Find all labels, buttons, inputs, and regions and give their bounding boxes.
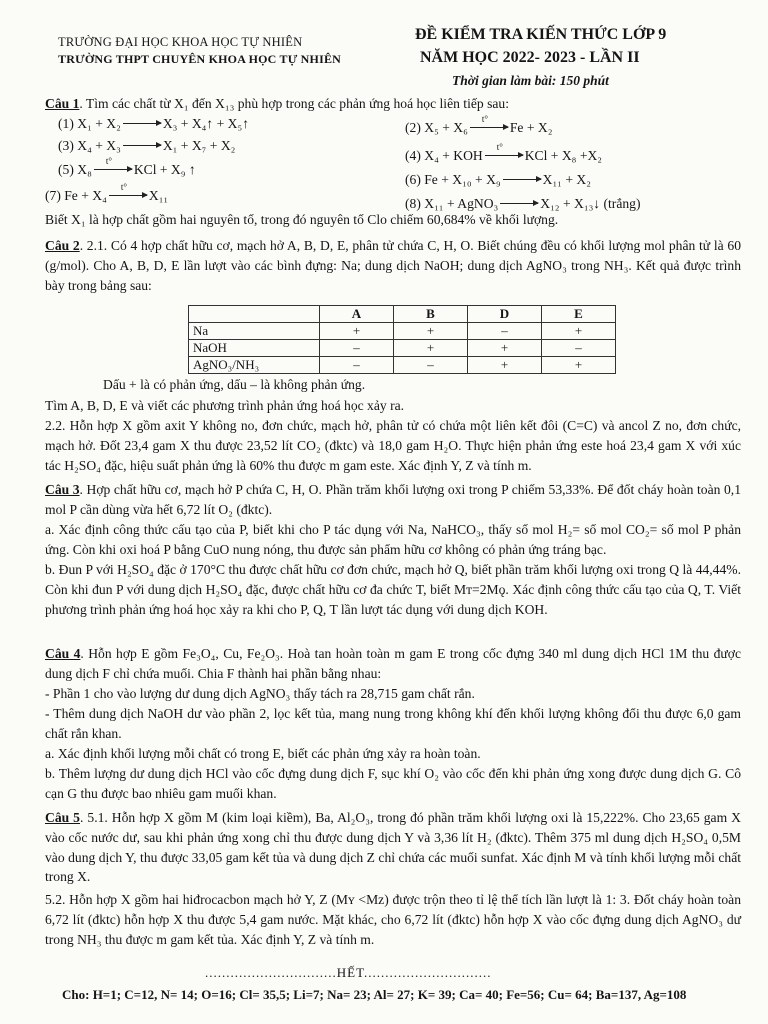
reaction-4-right: KCl + X₈ +X₂ bbox=[524, 148, 603, 163]
table-row bbox=[189, 340, 616, 357]
table-row bbox=[189, 323, 616, 340]
reaction-arrow bbox=[109, 182, 147, 196]
reaction-8-right: X₁₂ + X₁₃↓ (trắng) bbox=[540, 196, 641, 211]
question-2-part-2: 2.2. Hỗn hợp X gồm axit Y không no, đơn chức, mạch hở, phân tử có chứa một liên kết đôi (C=C) và ancol Z no, đơn chức, mạch hở. Đốt 23,4 gam X thu được 23,52 lít CO₂ (đktc) và 18,0 gam H₂O. Thực hiện phản ứng este hoá 23,4 gam X với xúc tác H₂SO₄ đặc, hiệu suất phản ứng là 60% thu được m gam este. Xác định Y, Z và tính m. bbox=[45, 418, 741, 473]
school-year: NĂM HỌC 2022- 2023 - LẦN II bbox=[420, 49, 640, 66]
table-cell: + bbox=[320, 323, 394, 340]
reaction-7-right: X₁₁ bbox=[148, 188, 169, 203]
table-corner-cell bbox=[189, 306, 320, 323]
question-3-intro bbox=[45, 480, 741, 520]
table-cell: + bbox=[394, 323, 468, 340]
reaction-3-right: X₁ + X₇ + X₂ bbox=[162, 138, 236, 153]
table-cell: – bbox=[468, 323, 542, 340]
question-4-label: Câu 4 bbox=[45, 646, 81, 661]
question-5-text: . 5.1. Hỗn hợp X gồm M (kim loại kiềm), Ba, Al₂O₃, trong đó phần trăm khối lượng oxi là 15,222%. Cho 23,65 gam X vào cốc nước dư, sau khi phản ứng xong chỉ thu được dung dịch Y và 3,36 lít H₂ (đktc). Thêm 375 ml dung dịch H₂SO₄ 0,5M vào dung dịch Y, thu được 33,05 gam kết tủa và dung dịch Z chỉ chứa các muối sunfat. Xác định M và tính khối lượng mỗi chất trong X. bbox=[45, 810, 741, 885]
question-4-intro bbox=[45, 644, 741, 684]
reaction-8-left: (8) X₁₁ + AgNO₃ bbox=[405, 196, 499, 211]
reaction-6-left: (6) Fe + X₁₀ + X₉ bbox=[405, 172, 501, 187]
reaction-2-right: Fe + X₂ bbox=[509, 120, 553, 135]
reaction-condition: t° bbox=[120, 182, 127, 192]
reaction-arrow bbox=[503, 179, 541, 180]
reaction-5-left: (5) X₈ bbox=[58, 162, 92, 177]
question-5-part-1 bbox=[45, 808, 741, 887]
reaction-arrow bbox=[123, 123, 161, 124]
reaction-condition: t° bbox=[496, 142, 503, 152]
question-1-label: Câu 1 bbox=[45, 96, 80, 111]
reaction-6-right: X₁₁ + X₂ bbox=[542, 172, 591, 187]
question-4-part-1: - Phần 1 cho vào lượng dư dung dịch AgNO₃ thấy tách ra 28,715 gam chất rắn. bbox=[45, 686, 475, 701]
question-4-part-a: a. Xác định khối lượng mỗi chất có trong E, biết các phản ứng xảy ra hoàn toàn. bbox=[45, 746, 481, 761]
question-3-part-b: b. Đun P với H₂SO₄ đặc ở 170°C thu được chất hữu cơ đơn chức, mạch hở Q, biết phần trăm khối lượng oxi trong Q là 44,44%. Còn khi đun P với dung dịch H₂SO₄ đặc, được chất hữu cơ đa chức T, biết Mᴛ=2Mǫ. Xác định công thức cấu tạo của Q, T. Viết phương trình phản ứng hoá học xảy ra khi cho P, Q, T lần lượt tác dụng với dung dịch KOH. bbox=[45, 562, 741, 617]
school-name-highschool: TRƯỜNG THPT CHUYÊN KHOA HỌC TỰ NHIÊN bbox=[58, 52, 342, 66]
table-cell: – bbox=[320, 340, 394, 357]
question-4-part-2: - Thêm dung dịch NaOH dư vào phần 2, lọc kết tủa, mang nung trong không khí đến khối lượng không đổi thu được 6,0 gam chất rắn khan. bbox=[45, 706, 741, 741]
reaction-arrow bbox=[500, 203, 538, 204]
table-cell: + bbox=[468, 340, 542, 357]
table-header-d: D bbox=[468, 306, 542, 323]
reaction-arrow bbox=[470, 114, 508, 128]
table-cell: + bbox=[542, 323, 616, 340]
question-2-task: Tìm A, B, D, E và viết các phương trình phản ứng hoá học xảy ra. bbox=[45, 398, 405, 413]
question-4-part-b: b. Thêm lượng dư dung dịch HCl vào cốc đựng dung dịch F, sục khí O₂ vào cốc đến khi phản ứng xong được dung dịch G. Cô cạn G thu được bao nhiêu gam muối khan. bbox=[45, 766, 741, 801]
reaction-5-right: KCl + X₉ ↑ bbox=[133, 162, 196, 177]
reaction-5 bbox=[58, 156, 196, 178]
table-header-a: A bbox=[320, 306, 394, 323]
table-cell: – bbox=[320, 357, 394, 374]
question-5-label: Câu 5 bbox=[45, 810, 80, 825]
reaction-6 bbox=[405, 172, 591, 188]
reaction-1 bbox=[58, 116, 249, 132]
row-label: AgNO₃/NH₃ bbox=[189, 357, 320, 374]
atomic-masses-footer: Cho: H=1; C=12, N= 14; O=16; Cl= 35,5; Li=7; Na= 23; Al= 27; K= 39; Ca= 40; Fe=56; Cu= 64; Ba=137, Ag=108 bbox=[62, 987, 687, 1002]
table-cell: – bbox=[542, 340, 616, 357]
table-legend: Dấu + là có phản ứng, dấu – là không phản ứng. bbox=[103, 377, 366, 392]
reaction-3 bbox=[58, 138, 235, 154]
reaction-7-left: (7) Fe + X₄ bbox=[45, 188, 107, 203]
question-1-prompt bbox=[45, 94, 741, 114]
table-cell: + bbox=[394, 340, 468, 357]
row-label: NaOH bbox=[189, 340, 320, 357]
question-1-text: . Tìm các chất từ X₁ đến X₁₃ phù hợp trong các phản ứng hoá học liên tiếp sau: bbox=[79, 96, 509, 111]
reaction-arrow bbox=[485, 142, 523, 156]
question-4-text: . Hỗn hợp E gồm Fe₃O₄, Cu, Fe₂O₃. Hoà tan hoàn toàn m gam E trong cốc đựng 340 ml dung dịch HCl 1M thu được dung dịch F chỉ chứa muối. Chia F thành hai phần bằng nhau: bbox=[45, 646, 741, 681]
school-name-university: TRƯỜNG ĐẠI HỌC KHOA HỌC TỰ NHIÊN bbox=[58, 35, 303, 49]
reaction-arrow bbox=[123, 145, 161, 146]
question-3-text: . Hợp chất hữu cơ, mạch hở P chứa C, H, O. Phần trăm khối lượng oxi trong P chiếm 53,33%. Để đốt cháy hoàn toàn 0,1 mol P cần dùng vừa hết 6,72 lít O₂ (đktc). bbox=[45, 482, 741, 517]
reaction-condition: t° bbox=[105, 156, 112, 166]
reaction-result-table bbox=[188, 305, 616, 374]
reaction-condition: t° bbox=[481, 114, 488, 124]
question-2-text: . 2.1. Có 4 hợp chất hữu cơ, mạch hở A, B, D, E, phân tử chứa C, H, O. Biết chúng đều có khối lượng mol phân tử là 60 (g/mol). Cho A, B, D, E lần lượt vào các bình đựng: Na; dung dịch NaOH; dung dịch AgNO₃ trong NH₃. Kết quả được trình bày trong bảng sau: bbox=[45, 238, 741, 293]
reaction-1-right: X₃ + X₄↑ + X₅↑ bbox=[162, 116, 250, 131]
question-2-part-1 bbox=[45, 236, 741, 295]
table-header-b: B bbox=[394, 306, 468, 323]
table-cell: – bbox=[394, 357, 468, 374]
table-cell: + bbox=[542, 357, 616, 374]
reaction-4-left: (4) X₄ + KOH bbox=[405, 148, 483, 163]
table-row bbox=[189, 357, 616, 374]
reaction-2-left: (2) X₅ + X₆ bbox=[405, 120, 468, 135]
question-3-part-a: a. Xác định công thức cấu tạo của P, biết khi cho P tác dụng với Na, NaHCO₃, thấy số mol H₂= số mol CO₂= số mol P phản ứng. Còn khi oxi hoá P bằng CuO nung nóng, thu được sản phẩm hữu cơ không có phản ứng tráng bạc. bbox=[45, 522, 741, 557]
end-mark: ...............................HẾT.............................. bbox=[205, 965, 492, 980]
exam-title: ĐỀ KIỂM TRA KIẾN THỨC LỚP 9 bbox=[415, 26, 667, 43]
reaction-arrow bbox=[94, 156, 132, 170]
reaction-7 bbox=[45, 182, 169, 204]
reaction-3-left: (3) X₄ + X₃ bbox=[58, 138, 121, 153]
question-3-label: Câu 3 bbox=[45, 482, 80, 497]
reaction-2 bbox=[405, 114, 553, 136]
question-1-note: Biết X₁ là hợp chất gồm hai nguyên tố, trong đó nguyên tố Clo chiếm 60,684% về khối lượng. bbox=[45, 212, 559, 227]
table-cell: + bbox=[468, 357, 542, 374]
question-5-part-2: 5.2. Hỗn hợp X gồm hai hiđrocacbon mạch hở Y, Z (Mʏ <Mᴢ) được trộn theo tỉ lệ thể tích lần lượt là 1: 3. Đốt cháy hoàn toàn 6,72 lít (đktc) hỗn hợp X thu được 5,4 gam nước. Mặt khác, cho 6,72 lít (đktc) hỗn hợp X vào cốc đựng dung dịch AgNO₃ dư trong NH₃ thu được m gam kết tủa. Xác định Y, Z và tính m. bbox=[45, 892, 741, 947]
table-header-row bbox=[189, 306, 616, 323]
exam-duration: Thời gian làm bài: 150 phút bbox=[452, 73, 609, 88]
table-header-e: E bbox=[542, 306, 616, 323]
row-label: Na bbox=[189, 323, 320, 340]
reaction-4 bbox=[405, 142, 603, 164]
reaction-1-left: (1) X₁ + X₂ bbox=[58, 116, 121, 131]
question-2-label: Câu 2 bbox=[45, 238, 80, 253]
